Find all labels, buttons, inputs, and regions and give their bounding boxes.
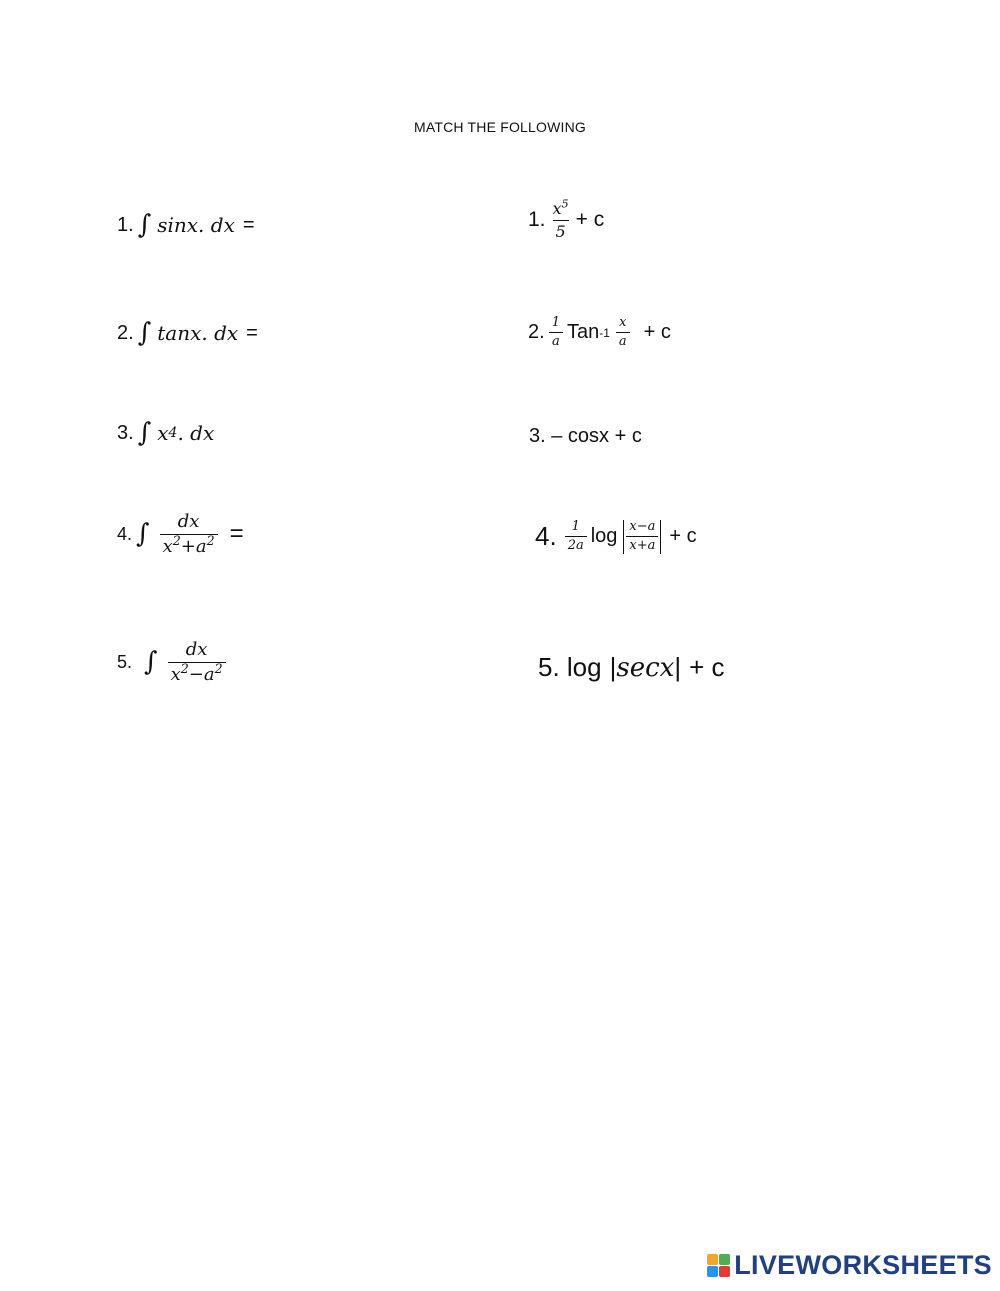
answer-number: 2. — [528, 321, 545, 344]
denominator: 5 — [553, 220, 569, 241]
logo-text: LIVEWORKSHEETS — [734, 1250, 992, 1280]
differential: . dx — [177, 421, 215, 445]
equals-sign: = — [246, 321, 258, 344]
answer-text: 3. – cosx + c — [529, 425, 642, 447]
numerator: dx — [185, 639, 208, 660]
fraction: $\frac{1}{2a}$ — [565, 520, 587, 554]
integrand: tanx. dx — [157, 321, 239, 345]
question-number: 2. — [117, 321, 134, 344]
question-4 — [117, 512, 244, 557]
answer-2: 2. $\frac{1}{a}$ Tan -1 $\frac{x}{a}$ + c — [528, 315, 671, 350]
fraction — [168, 640, 226, 685]
constant: + c — [689, 652, 725, 682]
question-number: 4. — [117, 523, 133, 544]
answer-5: 5. log | secx | + c — [538, 652, 725, 683]
numerator: dx — [177, 511, 200, 532]
absolute-value — [623, 520, 661, 554]
page-title: MATCH THE FOLLOWING — [413, 119, 587, 135]
integral-sign: ∫ — [136, 519, 150, 550]
liveworksheets-logo — [707, 1250, 992, 1281]
denominator: $x^2-a^2$ — [168, 662, 226, 685]
answer-3 — [529, 425, 642, 448]
numerator: $x^5$ — [552, 197, 569, 218]
fraction — [550, 197, 572, 241]
log-text: log — [590, 525, 618, 548]
fraction: $\frac{x}{a}$ — [616, 316, 630, 350]
integrand-base: x — [157, 421, 169, 445]
integral-sign: ∫ — [137, 318, 152, 348]
question-2 — [117, 320, 258, 346]
equals-sign: = — [229, 520, 244, 548]
answer-1 — [528, 197, 605, 241]
fraction: $\frac{1}{a}$ — [549, 316, 563, 350]
integral-sign: ∫ — [137, 210, 152, 240]
constant: + c — [575, 208, 605, 232]
answer-number: 5. log — [538, 652, 602, 682]
logo-mark-icon — [707, 1254, 730, 1277]
fraction — [160, 512, 218, 557]
logo-square — [707, 1254, 718, 1265]
question-number: 1. — [117, 213, 134, 236]
logo-square — [719, 1254, 730, 1265]
integral-sign: ∫ — [144, 647, 158, 678]
answer-4 — [535, 520, 697, 554]
log-argument: secx — [616, 652, 675, 683]
logo-square — [719, 1266, 730, 1277]
fraction: $\frac{x-a}{x+a}$ — [626, 520, 658, 554]
answer-number: 1. — [528, 208, 546, 232]
integrand: sinx. dx — [157, 213, 235, 237]
denominator: $x^2+a^2$ — [160, 534, 218, 557]
tan-text: Tan — [566, 321, 600, 344]
constant: + c — [643, 321, 671, 344]
equals-sign: = — [242, 213, 255, 236]
integral-sign: ∫ — [137, 418, 152, 448]
logo-square — [707, 1266, 718, 1277]
constant: + c — [669, 525, 697, 548]
question-3: 3. ∫ x 4 . dx — [117, 418, 215, 448]
question-5 — [117, 640, 230, 685]
question-number: 3. — [117, 421, 134, 444]
question-1 — [117, 212, 255, 238]
answer-number: 4. — [535, 521, 557, 552]
question-number: 5. — [117, 651, 133, 672]
